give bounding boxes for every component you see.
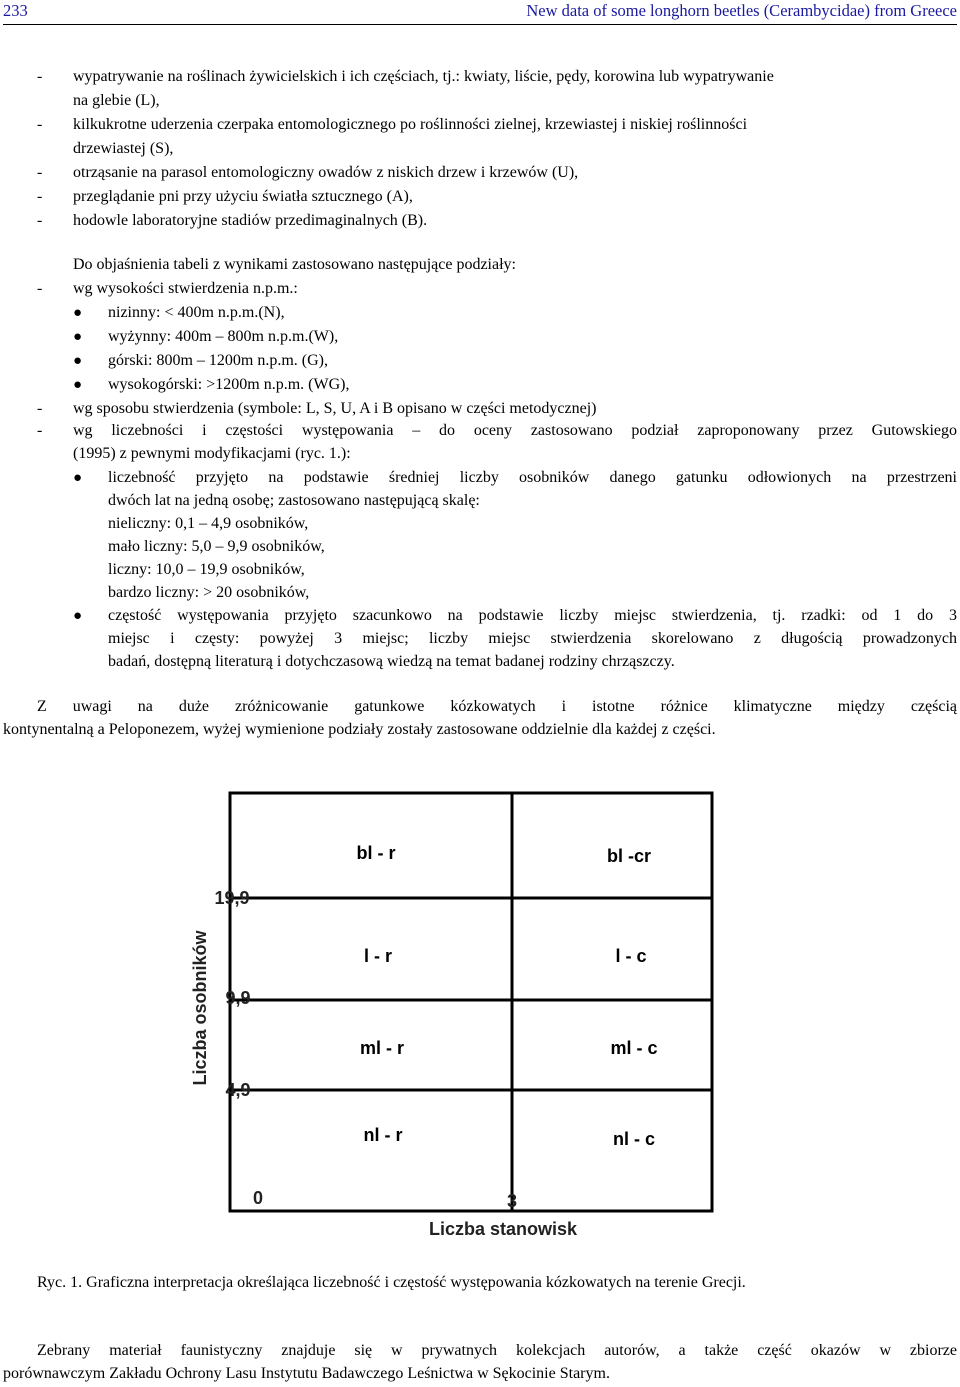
list-dash: - — [37, 280, 43, 297]
cell-label: nl - r — [363, 1125, 403, 1145]
abundance-bullet: liczebność przyjęto na podstawie średniej liczby osobników danego gatunku odłowionych na przestrzeni — [108, 469, 957, 486]
scale-item: liczny: 10,0 – 19,9 osobników, — [108, 561, 305, 578]
method-division: wg sposobu stwierdzenia (symbole: L, S, U, A i B opisano w części metodycznej) — [73, 400, 597, 417]
cell-label: ml - r — [359, 1038, 405, 1058]
y-tick: 19,9 — [214, 888, 250, 908]
list-dash: - — [37, 400, 43, 417]
list-item: przeglądanie pni przy użyciu światła sztucznego (A), — [73, 188, 413, 205]
altitude-item: wyżynny: 400m – 800m n.p.m.(W), — [108, 328, 339, 345]
frequency-bullet-cont: miejsc i częsty: powyżej 3 miejsc; liczby miejsc stwierdzenia skorelowano z długością prowadzonych — [108, 630, 957, 647]
list-dash: - — [37, 116, 43, 133]
paragraph: Z uwagi na duże zróżnicowanie gatunkowe kózkowatych i istotne różnice klimatyczne między częścią — [37, 698, 957, 715]
list-dash: - — [37, 188, 43, 205]
bullet: ● — [73, 353, 83, 369]
list-item: wypatrywanie na roślinach żywicielskich i ich częściach, tj.: kwiaty, liście, pędy, korowina lub wypatrywanie — [73, 68, 774, 85]
x-axis-label: Liczba stanowisk — [428, 1219, 578, 1239]
altitude-item: nizinny: < 400m n.p.m.(N), — [108, 304, 285, 321]
abundance-heading: wg liczebności i częstości występowania – do oceny zastosowano podział zaproponowany przez Gutowskiego — [73, 422, 957, 439]
paragraph: Zebrany materiał faunistyczny znajduje się w prywatnych kolekcjach autorów, a także część okazów w zbiorze — [37, 1342, 957, 1359]
cell-label: nl - c — [612, 1129, 656, 1149]
figure-caption: Ryc. 1. Graficzna interpretacja określająca liczebność i częstość występowania kózkowatych na terenie Grecji. — [37, 1274, 746, 1291]
list-dash: - — [37, 68, 43, 85]
list-item: otrząsanie na parasol entomologiczny owadów z niskich drzew i krzewów (U), — [73, 164, 579, 181]
y-tick: 9,9 — [225, 988, 251, 1008]
cell-label: bl -cr — [606, 846, 652, 866]
y-axis-label: Liczba osobników — [190, 930, 210, 1086]
running-title: New data of some longhorn beetles (Cerambycidae) from Greece — [526, 1, 957, 20]
cell-label: ml - c — [610, 1038, 658, 1058]
bullet: ● — [73, 377, 83, 393]
bullet: ● — [73, 470, 83, 486]
divisions-intro: Do objaśnienia tabeli z wynikami zastosowano następujące podziały: — [73, 256, 516, 273]
x-tick: 3 — [506, 1191, 518, 1211]
list-dash: - — [37, 212, 43, 229]
list-item-cont: drzewiastej (S), — [73, 140, 174, 157]
bullet: ● — [73, 608, 83, 624]
figure-diagram-main — [0, 790, 960, 1260]
cell-label: l - r — [363, 946, 393, 966]
frequency-bullet: częstość występowania przyjęto szacunkowo na podstawie liczby miejsc stwierdzenia, tj. rzadki: od 1 do 3 — [108, 607, 957, 624]
list-item: kilkukrotne uderzenia czerpaka entomologicznego po roślinności zielnej, krzewiastej i niskiej roślinności — [73, 116, 748, 133]
bullet: ● — [73, 329, 83, 345]
y-tick: 4,9 — [225, 1080, 251, 1100]
cell-label: bl - r — [356, 843, 396, 863]
altitude-item: wysokogórski: >1200m n.p.m. (WG), — [108, 376, 350, 393]
bullet: ● — [73, 305, 83, 321]
frequency-bullet-cont: badań, dostępną literaturą i dotychczasową wiedzą na temat badanej rodziny chrząszczy. — [108, 653, 675, 670]
altitude-item: górski: 800m – 1200m n.p.m. (G), — [108, 352, 328, 369]
paragraph-cont: porównawczym Zakładu Ochrony Lasu Instytutu Badawczego Leśnictwa w Sękocinie Starym. — [3, 1365, 610, 1382]
scale-item: mało liczny: 5,0 – 9,9 osobników, — [108, 538, 325, 555]
scale-item: nieliczny: 0,1 – 4,9 osobników, — [108, 515, 309, 532]
x-tick: 0 — [252, 1188, 264, 1208]
cell-label: l - c — [615, 946, 647, 966]
page-number: 233 — [3, 1, 28, 20]
abundance-bullet-cont: dwóch lat na jedną osobę; zastosowano następującą skalę: — [108, 492, 480, 509]
altitude-heading: wg wysokości stwierdzenia n.p.m.: — [73, 280, 298, 297]
abundance-heading-cont: (1995) z pewnymi modyfikacjami (ryc. 1.): — [73, 445, 351, 462]
running-header — [3, 0, 957, 25]
paragraph-cont: kontynentalną a Peloponezem, wyżej wymienione podziały zostały zastosowane oddzielnie dla każdej z części. — [3, 721, 716, 738]
scale-item: bardzo liczny: > 20 osobników, — [108, 584, 310, 601]
list-dash: - — [37, 422, 43, 439]
list-dash: - — [37, 164, 43, 181]
list-item: hodowle laboratoryjne stadiów przedimaginalnych (B). — [73, 212, 428, 229]
list-item-cont: na glebie (L), — [73, 92, 160, 109]
